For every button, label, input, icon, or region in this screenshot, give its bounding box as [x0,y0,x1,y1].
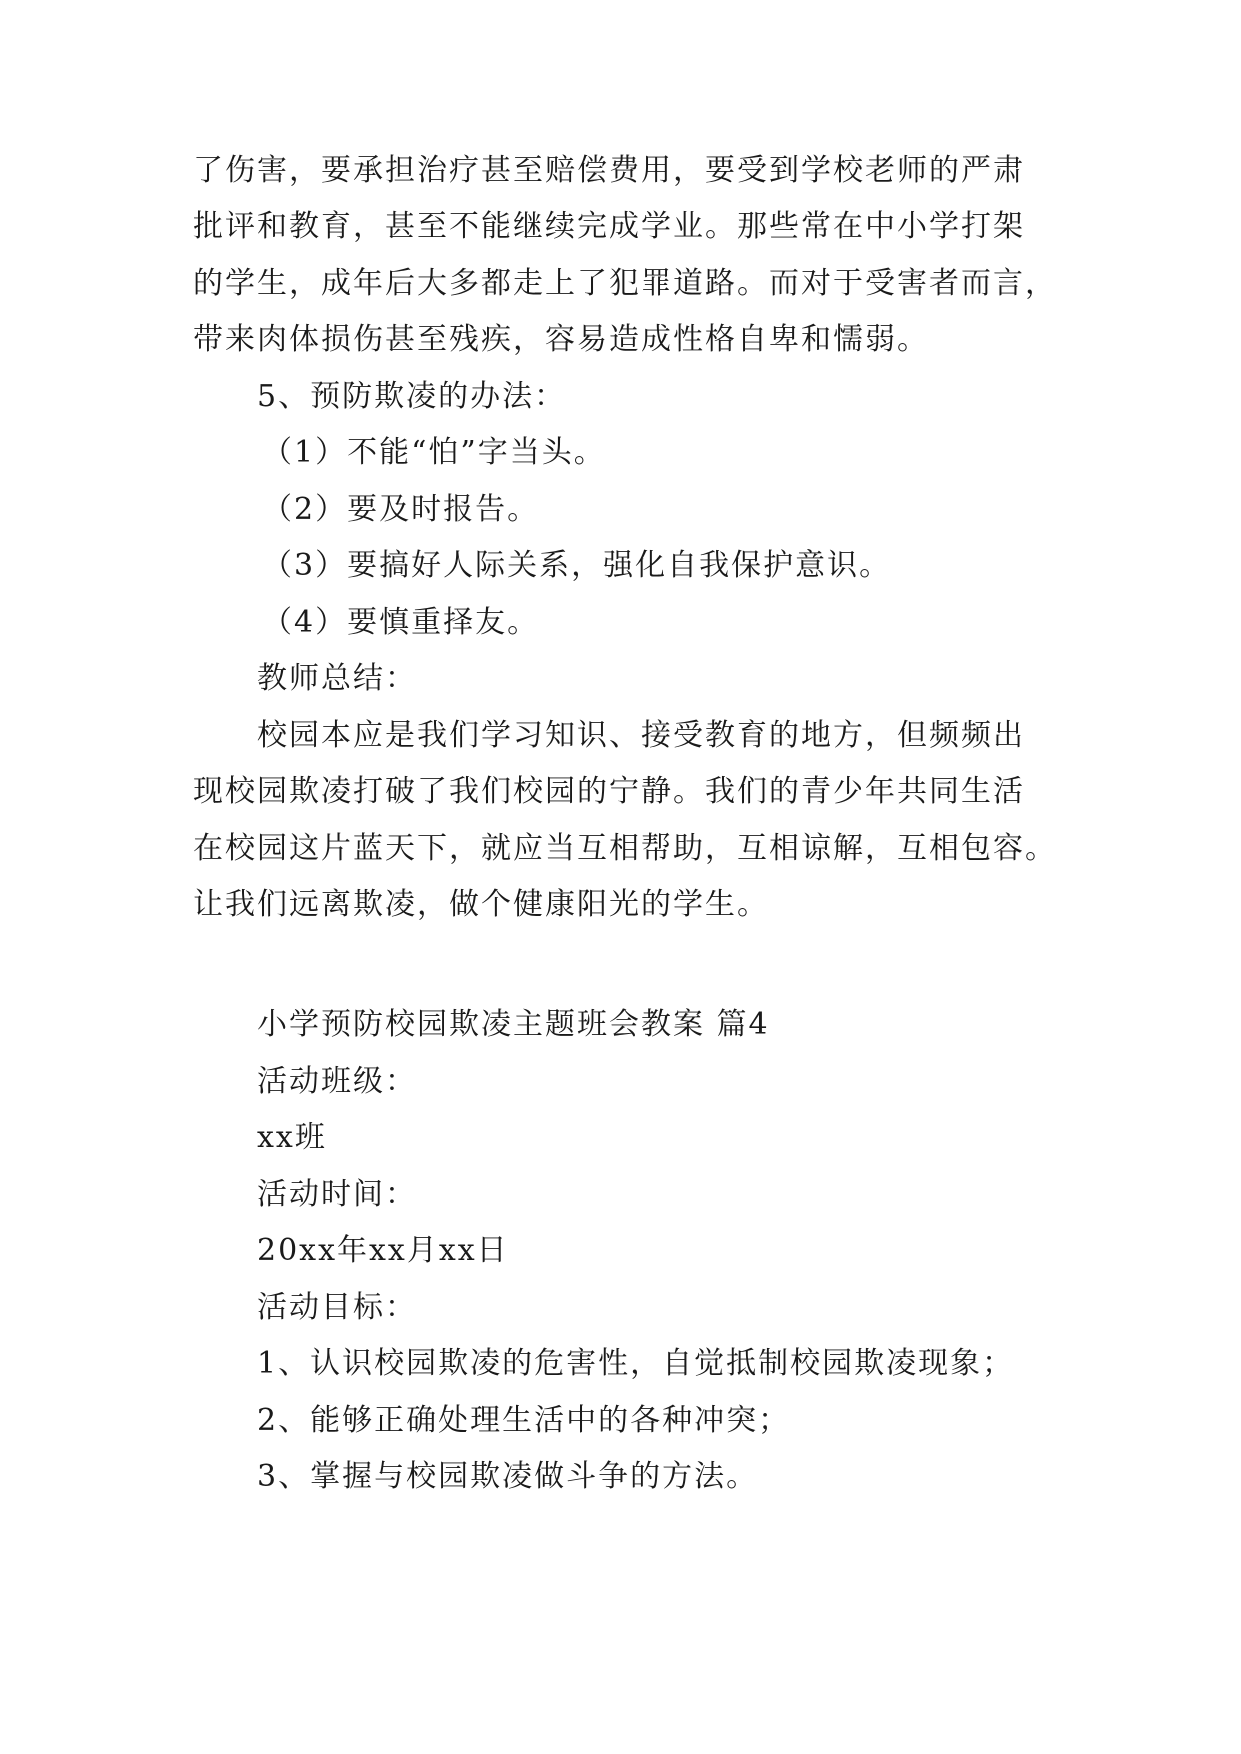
class-label: 活动班级： [257,1064,417,1099]
paragraph-line: 了伤害，要承担治疗甚至赔偿费用，要受到学校老师的严肃 [193,153,1025,188]
prevention-item: （1）不能“怕”字当头。 [262,435,606,470]
summary-line: 在校园这片蓝天下，就应当互相帮助，互相谅解，互相包容。 [193,831,1057,866]
class-value: xx班 [257,1120,327,1155]
time-label: 活动时间： [257,1177,417,1212]
paragraph-line: 的学生，成年后大多都走上了犯罪道路。而对于受害者而言， [193,266,1057,301]
summary-line: 让我们远离欺凌，做个健康阳光的学生。 [193,887,769,922]
prevention-item: （3）要搞好人际关系，强化自我保护意识。 [262,548,892,583]
section-title: 小学预防校园欺凌主题班会教案 篇4 [257,1007,770,1042]
goal-label: 活动目标： [257,1290,417,1325]
prevention-item: （4）要慎重择友。 [262,605,540,640]
summary-line: 校园本应是我们学习知识、接受教育的地方，但频频出 [257,718,1025,753]
time-value: 20xx年xx月xx日 [257,1233,509,1268]
paragraph-line: 带来肉体损伤甚至残疾，容易造成性格自卑和懦弱。 [193,322,929,357]
summary-line: 现校园欺凌打破了我们校园的宁静。我们的青少年共同生活 [193,774,1025,809]
goal-item: 2、能够正确处理生活中的各种冲突； [257,1403,791,1438]
goal-item: 3、掌握与校园欺凌做斗争的方法。 [257,1459,759,1494]
prevention-heading: 5、预防欺凌的办法： [257,379,567,414]
goal-item: 1、认识校园欺凌的危害性，自觉抵制校园欺凌现象； [257,1346,1015,1381]
prevention-item: （2）要及时报告。 [262,492,540,527]
summary-heading: 教师总结： [257,661,417,696]
paragraph-line: 批评和教育，甚至不能继续完成学业。那些常在中小学打架 [193,209,1025,244]
